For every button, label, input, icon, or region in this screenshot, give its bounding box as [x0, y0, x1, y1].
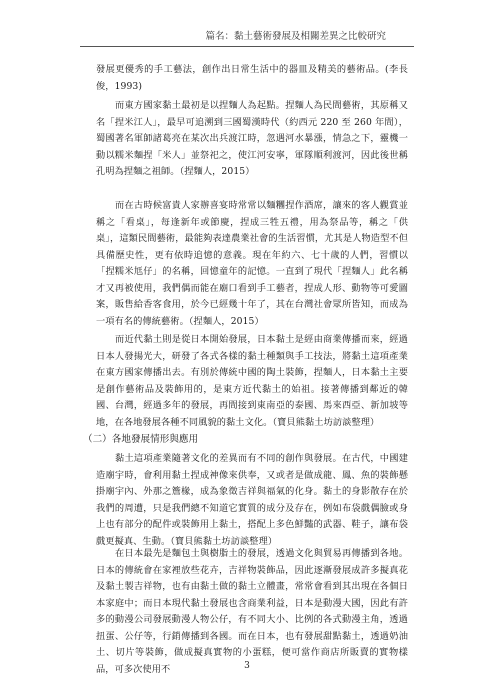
- paragraph-5: 黏土這項產業隨著文化的差異而有不同的創作與發展。在古代，中國建造廟宇時，會利用黏土捏成神像來供奉，又或者是做成龍、鳳、魚的裝飾懸掛廟宇內、外那之簷椽，成為象徵吉祥與福氣的化身。黏土的身影散存在於我們的周遭，只是我們總不知道它實質的成分及存在，例如布袋戲偶臉或身上也有部分的配件或裝飾用上黏土，搭配上多色鮮豔的武器、鞋子，讓布袋戲更擬真、生動。（寶貝熊黏土坊訪談整理）: [96, 453, 408, 547]
- page-number: 3: [244, 661, 250, 671]
- paragraph-3: 而在古時候富貴人家辦喜宴時常常以麵糰捏作酒席，讓來的客人觀賞並稱之「看桌」，每逢新年或節慶，捏成三牲五禮，用為祭品等，稱之「供桌」，這類民間藝術，最能夠表達農業社會的生活習慣，尤其是人物造型不但具備歷史性，更有依時追憶的意義。現在年約六、七十歲的人們，習慣以「捏糯米尪仔」的名稱，回憶童年的記憶。一直到了現代「捏麵人」此名稱才又再被使用，我們偶而能在廟口看到手工藝者，捏成人形、動物等可愛圖案，販售給香客食用，於今已經幾十年了，其在台灣社會眾所皆知，而成為一項有名的傳統藝術。（捏麵人，2015）: [96, 200, 408, 327]
- running-header: 篇名：黏土藝術發展及相關差異之比較研究: [205, 31, 386, 42]
- paragraph-1: 發展更優秀的手工藝法，創作出日常生活中的器皿及精美的藝術品。(李長俊，1993): [96, 64, 408, 92]
- paragraph-2: 而東方國家黏土最初是以捏麵人為起點。捏麵人為民間藝術，其原稱又名「捏米江人」，最早可追溯到三國蜀漢時代（約西元 220 至 260 年間），蜀國著名軍師諸葛亮在某次出兵渡江時，忽遇河水暴漲，情急之下，靈機一動以糯米麵捏「米人」並祭祀之，使江河安寧，軍隊順利渡河，因此後世稱孔明為捏麵之祖師。（捏麵人，2015）: [96, 100, 408, 177]
- header-rule: [80, 46, 414, 47]
- paragraph-6: 在日本最先是麵包土與樹脂土的發展，透過文化與貿易再傳播到各地。日本的傳統會在家裡放些花卉，吉祥物裝飾品，因此逐漸發展成許多擬真花及黏土製吉祥物，也有由黏土做的黏土立體畫，常常會看到其出現在各個日本家庭中；而日本現代黏土發展也含商業利益，日本是動漫大國，因此有許多的動漫公司發展動漫人物公仔，有不同大小、比例的各式動漫主角，透過扭蛋、公仔等，行銷傳播到各國。而在日本，也有發展甜點黏土，透過奶油土、切片等裝飾，做成擬真實物的小蛋糕，便可當作商店所販賣的實物樣品，可多次使用不: [96, 548, 408, 675]
- paragraph-4: 而近代黏土則是從日本開始發展，日本黏土是經由商業傳播而來，經過日本人發揚光大，研發了各式各樣的黏土種類與手工技法，將黏土這項產業在東方國家傳播出去。有別於傳統中國的陶土裝飾，捏麵人，日本黏土主要是創作藝術品及裝飾用的，是東方近代黏土的始祖。接著傳播到鄰近的韓國、台灣，經過多年的發展，再間接到東南亞的泰國、馬來西亞、新加坡等地，在各地發展各種不同風貌的黏土文化。（寶貝熊黏土坊訪談整理）: [96, 334, 408, 428]
- section-heading: （二）各地發展情形與應用: [83, 434, 199, 445]
